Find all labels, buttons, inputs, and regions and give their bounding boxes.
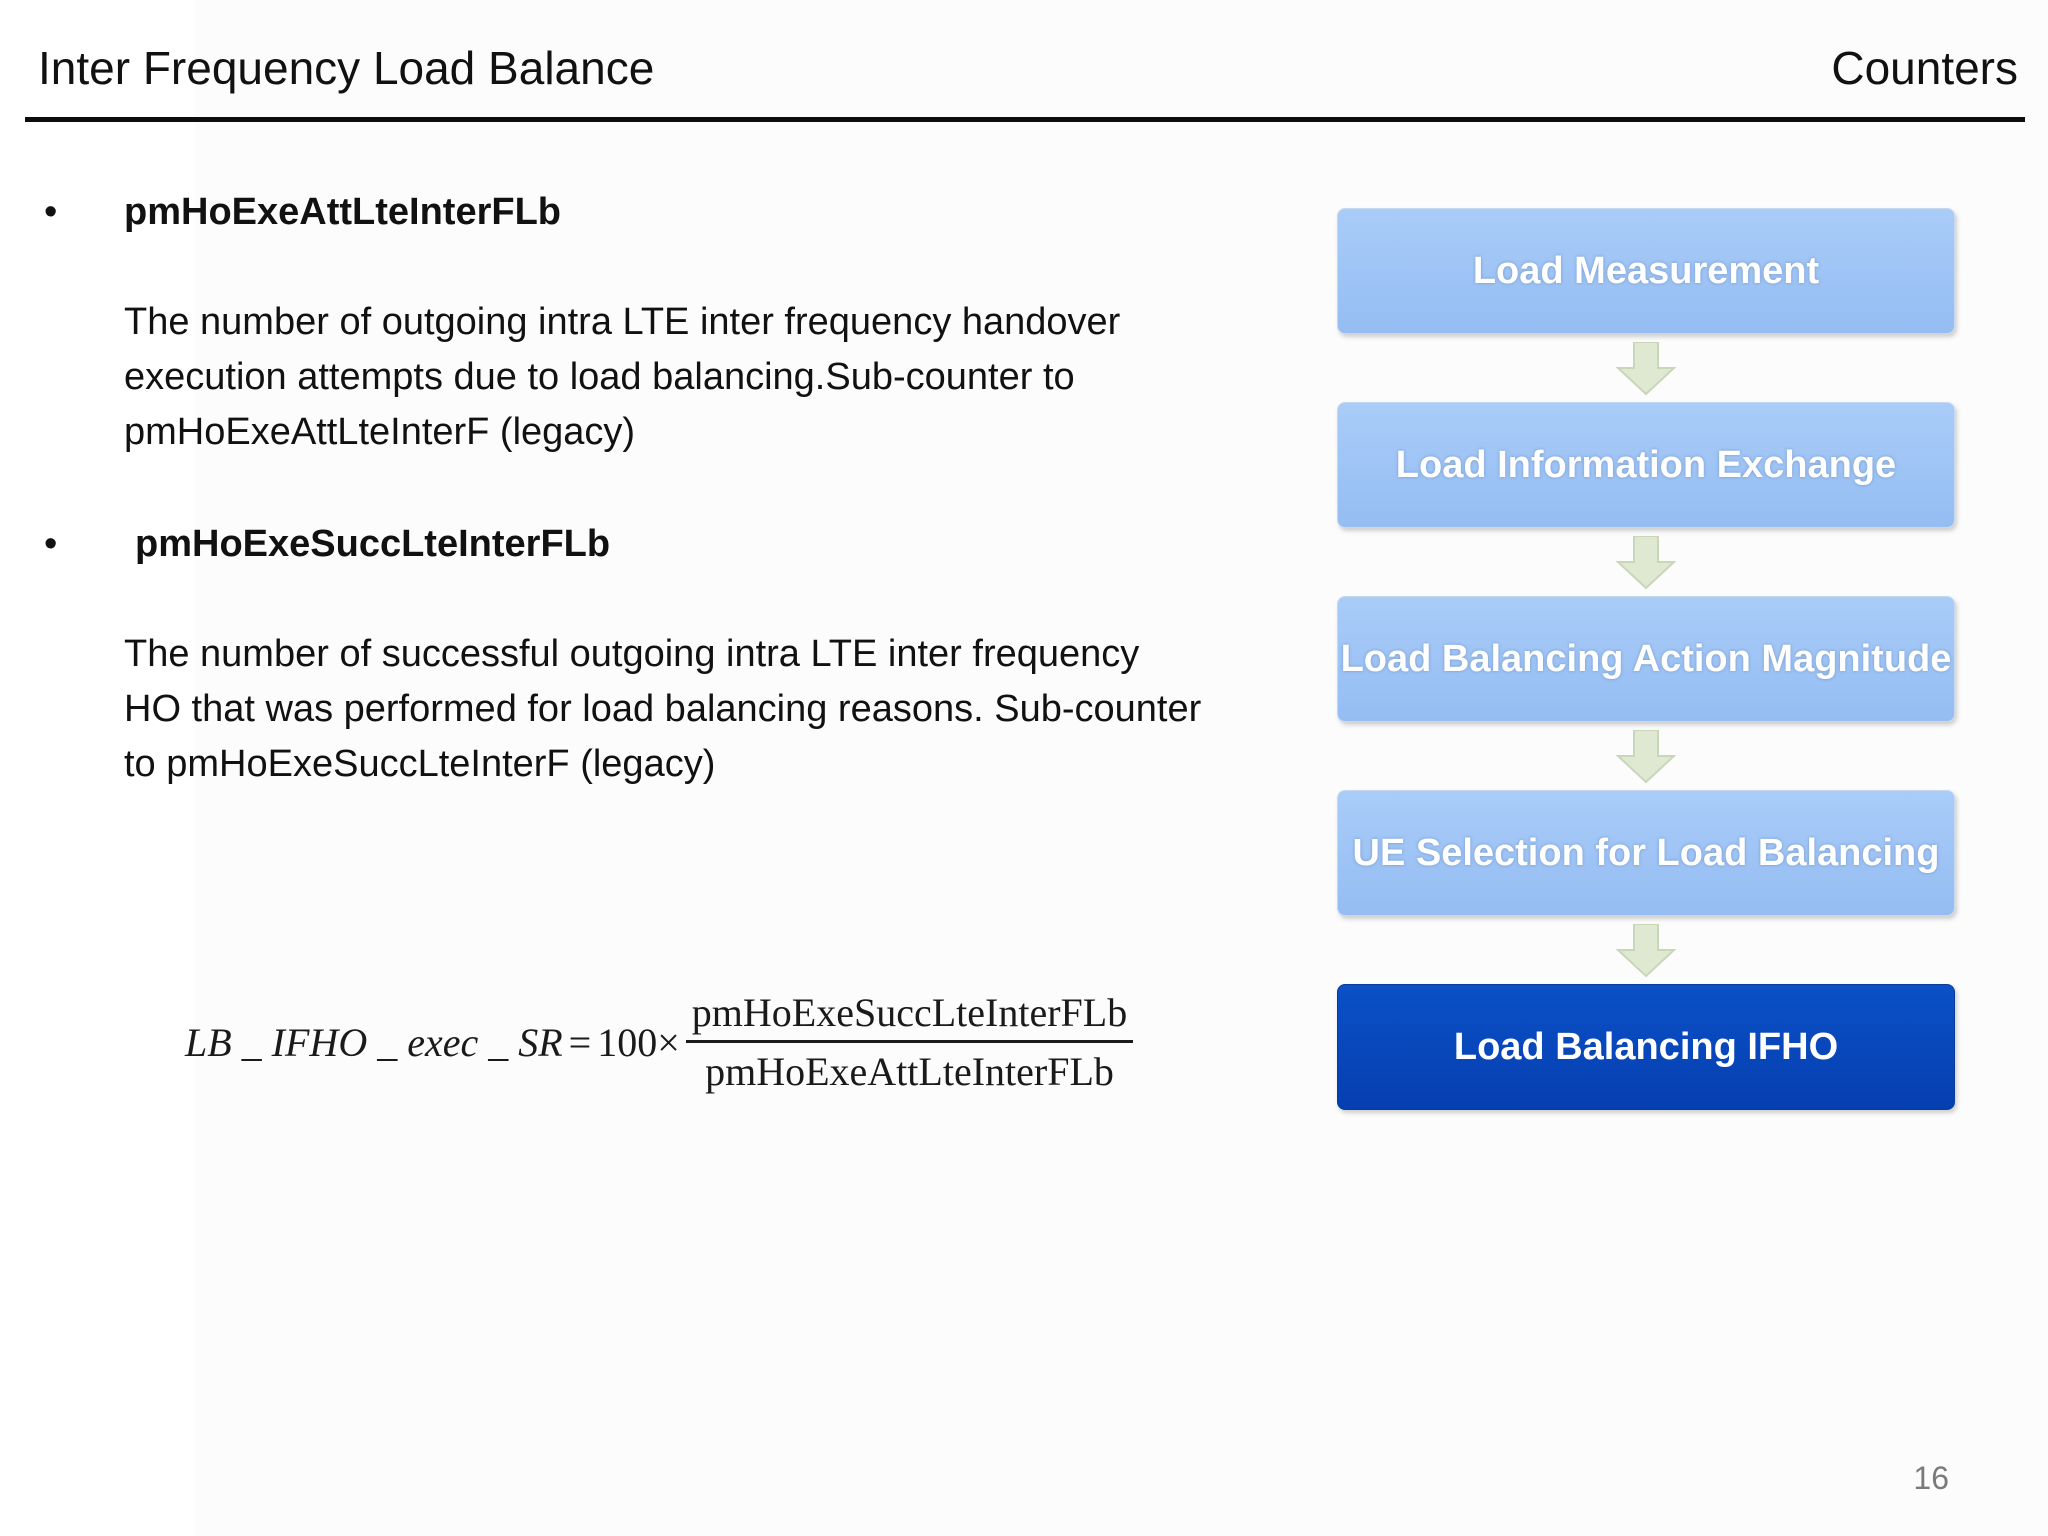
counter-description-succ: The number of successful outgoing intra LTE inter frequency HO that was performed for load balancing reasons. Sub-counter to pmHoExeSuccLteInterF (legacy) [124,633,1202,785]
counter-name-att: pmHoExeAttLteInterFLb [124,191,561,233]
counter-name-succ: pmHoExeSuccLteInterFLb [135,523,611,565]
flow-step-load-balancing-ifho: Load Balancing IFHO [1337,984,1955,1110]
formula-denominator: pmHoExeAttLteInterFLb [705,1049,1114,1094]
formula-lhs: LB _ IFHO _ exec _ SR [185,1020,563,1065]
header-divider [25,117,2025,122]
flow-connector [1337,722,1955,790]
flow-connector [1337,334,1955,402]
flow-step-load-information-exchange: Load Information Exchange [1337,402,1955,528]
flow-connector [1337,528,1955,596]
flow-step-action-magnitude: Load Balancing Action Magnitude [1337,596,1955,722]
formula-equals: = [568,1020,592,1065]
formula-numerator: pmHoExeSuccLteInterFLb [686,990,1133,1043]
counter-description-att: The number of outgoing intra LTE inter frequency handover execution attempts due to load balancing.Sub-counter to pmHoExeAttLteInterF (legacy) [124,301,1121,453]
arrow-down-icon [1616,730,1676,784]
arrow-down-icon [1616,924,1676,978]
flow-connector [1337,916,1955,984]
page-number: 16 [1913,1460,1949,1496]
formula-fraction [686,990,1133,1095]
success-rate-formula [185,990,1133,1095]
load-balancing-flow [1337,208,1957,1110]
flow-step-load-measurement: Load Measurement [1337,208,1955,334]
flow-step-ue-selection: UE Selection for Load Balancing [1337,790,1955,916]
bullet-icon: • [44,523,58,565]
section-label: Counters [1831,42,2018,94]
arrow-down-icon [1616,536,1676,590]
formula-factor: 100× [597,1020,680,1065]
page-title: Inter Frequency Load Balance [38,42,655,94]
arrow-down-icon [1616,342,1676,396]
bullet-icon: • [44,191,58,233]
